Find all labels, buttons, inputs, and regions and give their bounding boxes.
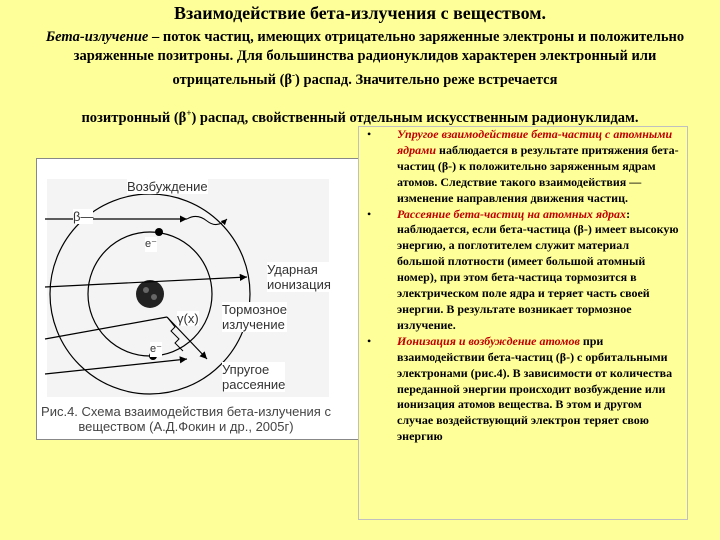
label-elastic-scattering: Упругое рассеяние [222,362,286,392]
bullet-icon: • [367,127,372,141]
bullet-icon: • [367,333,372,348]
label-excitation: Возбуждение [127,179,208,194]
diagram-svg [37,159,359,439]
label-gamma: γ(x) [177,311,199,326]
intro-paragraph-2 [0,108,720,127]
intro-lead: Бета-излучение [45,29,149,45]
bullet-highlight: Упругое взаимодействие бета-частиц с атомными ядрами [397,127,673,157]
bullet-text: наблюдается в результате притяжения бета-частиц (β-) к положительно заряженным ядрам атомов. Следствие такого взаимодействия — изменение направления движения частиц. [397,142,679,205]
label-impact-ionization: Ударная ионизация [267,262,331,292]
bullet-icon: • [367,206,372,221]
label-bremsstrahlung: Тормозное излучение [222,302,288,332]
bullet-highlight: Ионизация и возбуждение атомов [397,333,580,348]
bullet-highlight: Рассеяние бета-частиц на атомных ядрах [397,206,627,221]
beta-minus-sup: - [292,70,296,80]
beta-plus-sup: + [186,108,192,118]
label-electron-top: e⁻ [145,238,157,250]
bullet-text: : наблюдается, если бета-частица (β-) имеет высокую энергию, а поглотителем служит материал большой плотности (имеет большой атомный номер), при этом бета-частица тормозится в электрическом поле ядра и теряет часть своей энергии. В результате возникает тормозное излучение. [397,206,679,332]
label-electron-bottom: e⁻ [150,343,162,355]
intro-text: – поток частиц, имеющих отрицательно заряженные электроны и положительно заряженные позитроны. Для большинства радионуклидов характерен электронный или отрицательный (β [73,29,685,88]
bullet-item-ionization [359,334,687,445]
bullet-item-scattering [359,207,687,334]
intro2-text: позитронный (β [81,109,187,126]
nucleus [136,280,164,308]
intro-paragraph [40,28,690,90]
bullet-text: при взаимодействии бета-частиц (β-) с орбитальными электронами (рис.4). В зависимости от количества переданной энергии происходит возбуждение или ионизация атомов вещества. В этом и другом случае воздействующий электрон теряет свою энергию [397,333,673,444]
electron-top [155,228,163,236]
interaction-diagram [36,158,360,440]
nucleus-neutron [151,294,157,300]
label-beta-minus: β— [73,209,94,224]
bullet-item-elastic [359,127,687,207]
bullet-list [359,127,687,445]
intro-text-end: ) распад. Значительно реже встречается [295,71,558,88]
intro2-text-end: ) распад, свойственный отдельным искусственным радионуклидам. [191,109,639,126]
explanation-panel [358,126,688,520]
figure-caption: Рис.4. Схема взаимодействия бета-излучения с веществом (А.Д.Фокин и др., 2005г) [41,404,331,434]
page-title: Взаимодействие бета-излучения с веществом. [173,3,547,23]
nucleus-proton [143,287,149,293]
